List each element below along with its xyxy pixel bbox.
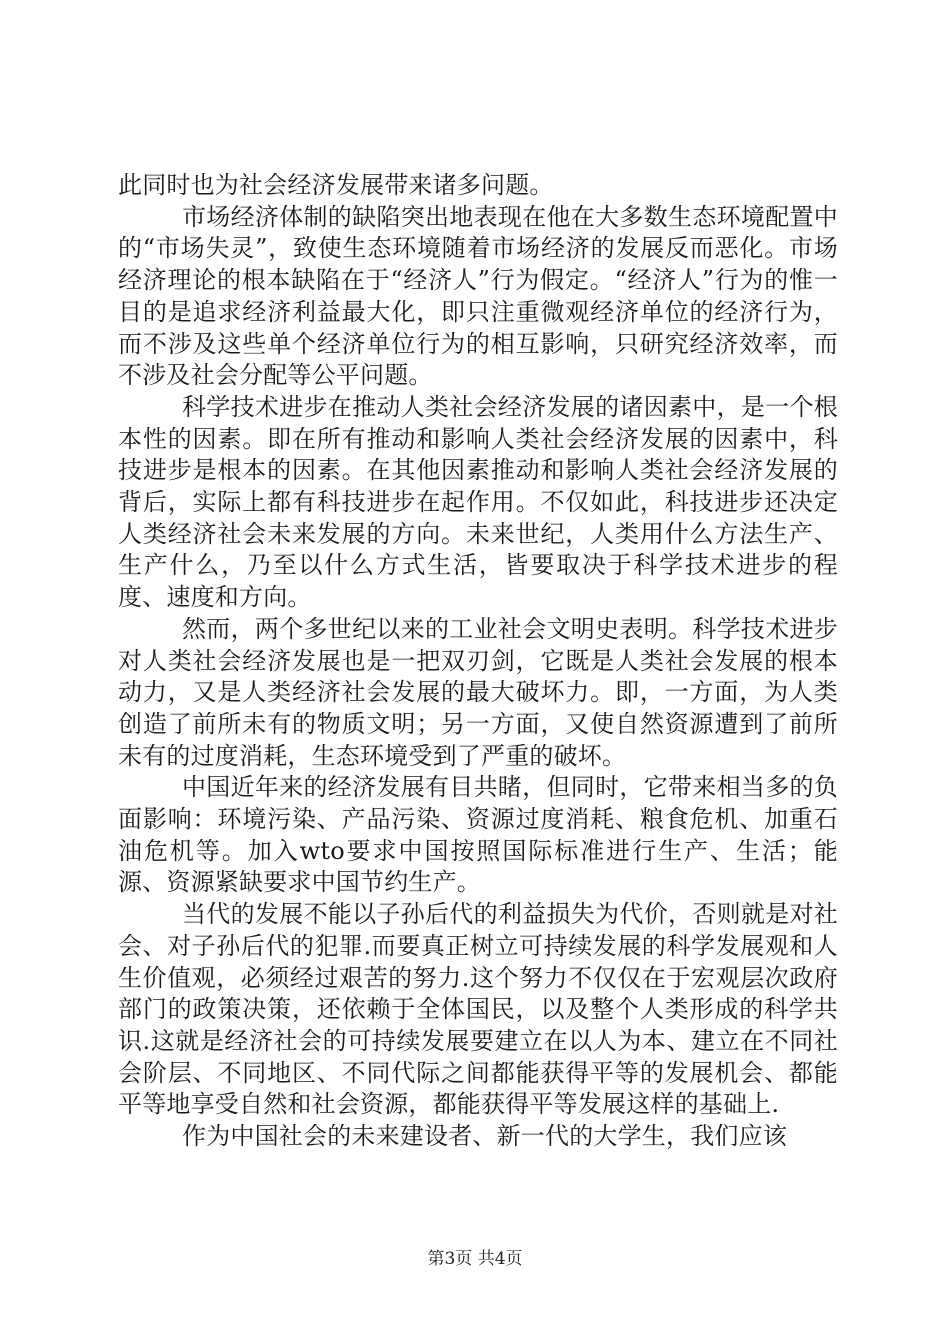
paragraph: 然而，两个多世纪以来的工业社会文明史表明。科学技术进步对人类社会经济发展也是一把双刃剑，它既是人类社会发展的根本动力，又是人类经济社会发展的最大破坏力。即，一方面，为人类创造了前所未有的物质文明；另一方面，又使自然资源遭到了前所未有的过度消耗，生态环境受到了严重的破坏。 (118, 614, 838, 770)
paragraph: 市场经济体制的缺陷突出地表现在他在大多数生态环境配置中的“市场失灵”，致使生态环境随着市场经济的发展反而恶化。市场经济理论的根本缺陷在于“经济人”行为假定。“经济人”行为的惟一目的是追求经济利益最大化，即只注重微观经济单位的经济行为，而不涉及这些单个经济单位行为的相互影响，只研究经济效率，而不涉及社会分配等公平问题。 (118, 202, 838, 390)
paragraph: 中国近年来的经济发展有目共睹，但同时，它带来相当多的负面影响：环境污染、产品污染、资源过度消耗、粮食危机、加重石油危机等。加入wto要求中国按照国际标准进行生产、生活；能源、资源紧缺要求中国节约生产。 (118, 773, 838, 897)
paragraph: 当代的发展不能以子孙后代的利益损失为代价，否则就是对社会、对子孙后代的犯罪.而要真正树立可持续发展的科学发展观和人生价值观，必须经过艰苦的努力.这个努力不仅仅在于宏观层次政府部门的政策决策，还依赖于全体国民，以及整个人类形成的科学共识.这就是经济社会的可持续发展要建立在以人为本、建立在不同社会阶层、不同地区、不同代际之间都能获得平等的发展机会、都能平等地享受自然和社会资源，都能获得平等发展这样的基础上. (118, 900, 838, 1119)
paragraph: 此同时也为社会经济发展带来诸多问题。 (118, 171, 554, 199)
page-number-footer: 第3页 共4页 (427, 1249, 523, 1269)
paragraph: 科学技术进步在推动人类社会经济发展的诸因素中，是一个根本性的因素。即在所有推动和影响人类社会经济发展的因素中，科技进步是根本的因素。在其他因素推动和影响人类社会经济发展的背后，实际上都有科技进步在起作用。不仅如此，科技进步还决定人类经济社会未来发展的方向。未来世纪，人类用什么方法生产、生产什么，乃至以什么方式生活，皆要取决于科学技术进步的程度、速度和方向。 (118, 392, 838, 612)
document-body (118, 170, 838, 1153)
paragraph: 作为中国社会的未来建设者、新一代的大学生，我们应该 (182, 1122, 787, 1151)
